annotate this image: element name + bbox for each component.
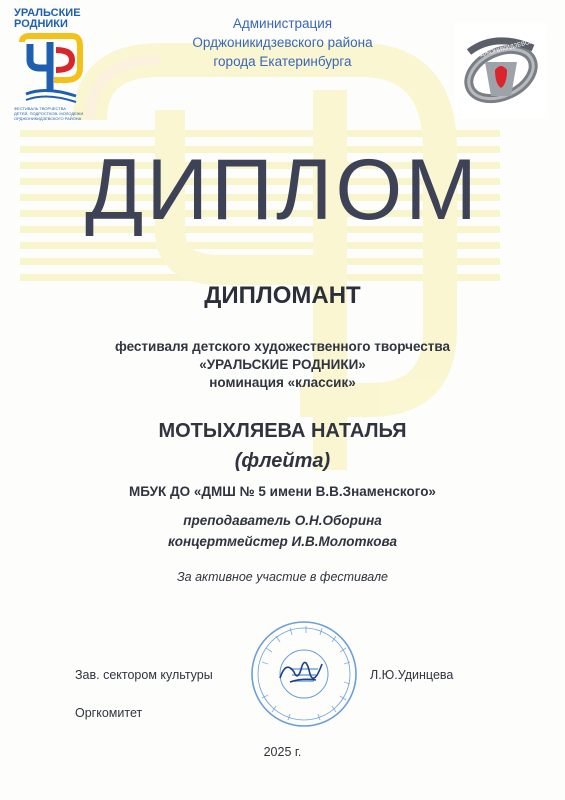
logo-caption-1: ФЕСТИВАЛЬ ТВОРЧЕСТВА — [14, 106, 66, 111]
festival-block — [0, 338, 565, 392]
logo-caption-3: ОРДЖОНИКИДЗЕВСКОГО РАЙОНА — [14, 116, 82, 121]
signatory-title: Зав. сектором культуры — [75, 668, 213, 682]
diploma-subtitle: ДИПЛОМАНТ — [204, 282, 361, 309]
header-line-2: Орджоникидзевского района — [192, 35, 373, 50]
festival-logo — [14, 8, 88, 120]
chr-emblem-icon — [16, 32, 86, 104]
teacher-name: преподаватель О.Н.Оборина — [183, 513, 382, 528]
district-emblem-icon — [455, 22, 564, 118]
recipient-school: МБУК ДО «ДМШ № 5 имени В.В.Знаменского» — [129, 484, 436, 499]
diploma-title: ДИПЛОМ — [85, 142, 480, 238]
recipient-instrument: (флейта) — [234, 450, 331, 472]
diploma-year: 2025 г. — [263, 745, 302, 759]
festival-line-1: фестиваля детского художественного творчества — [114, 339, 451, 354]
festival-line-2: «УРАЛЬСКИЕ РОДНИКИ» — [199, 357, 366, 372]
logo-caption-2: ДЕТЕЙ, ПОДРОСТКОВ, МОЛОДЕЖИ — [14, 111, 84, 116]
award-text: За активное участие в фестивале — [176, 570, 389, 584]
signature-scribble-icon — [272, 652, 332, 692]
header-line-1: Администрация — [232, 16, 333, 31]
header-line-3: города Екатеринбурга — [213, 54, 352, 69]
organizing-committee: Оргкомитет — [75, 706, 143, 720]
logo-line-1: УРАЛЬСКИЕ — [14, 7, 81, 19]
signatory-name: Л.Ю.Удинцева — [370, 668, 454, 682]
recipient-name: МОТЫХЛЯЕВА НАТАЛЬЯ — [158, 420, 407, 442]
emblem-ring-text: ОРДЖОНИКИДЗЕВСКИЙ РАЙОН — [471, 31, 564, 61]
festival-nomination: номинация «классик» — [209, 375, 356, 390]
teachers-block — [0, 510, 565, 552]
administration-header — [150, 14, 415, 71]
accompanist-name: концертмейстер И.В.Молоткова — [167, 534, 398, 549]
logo-line-2: РОДНИКИ — [14, 18, 68, 30]
